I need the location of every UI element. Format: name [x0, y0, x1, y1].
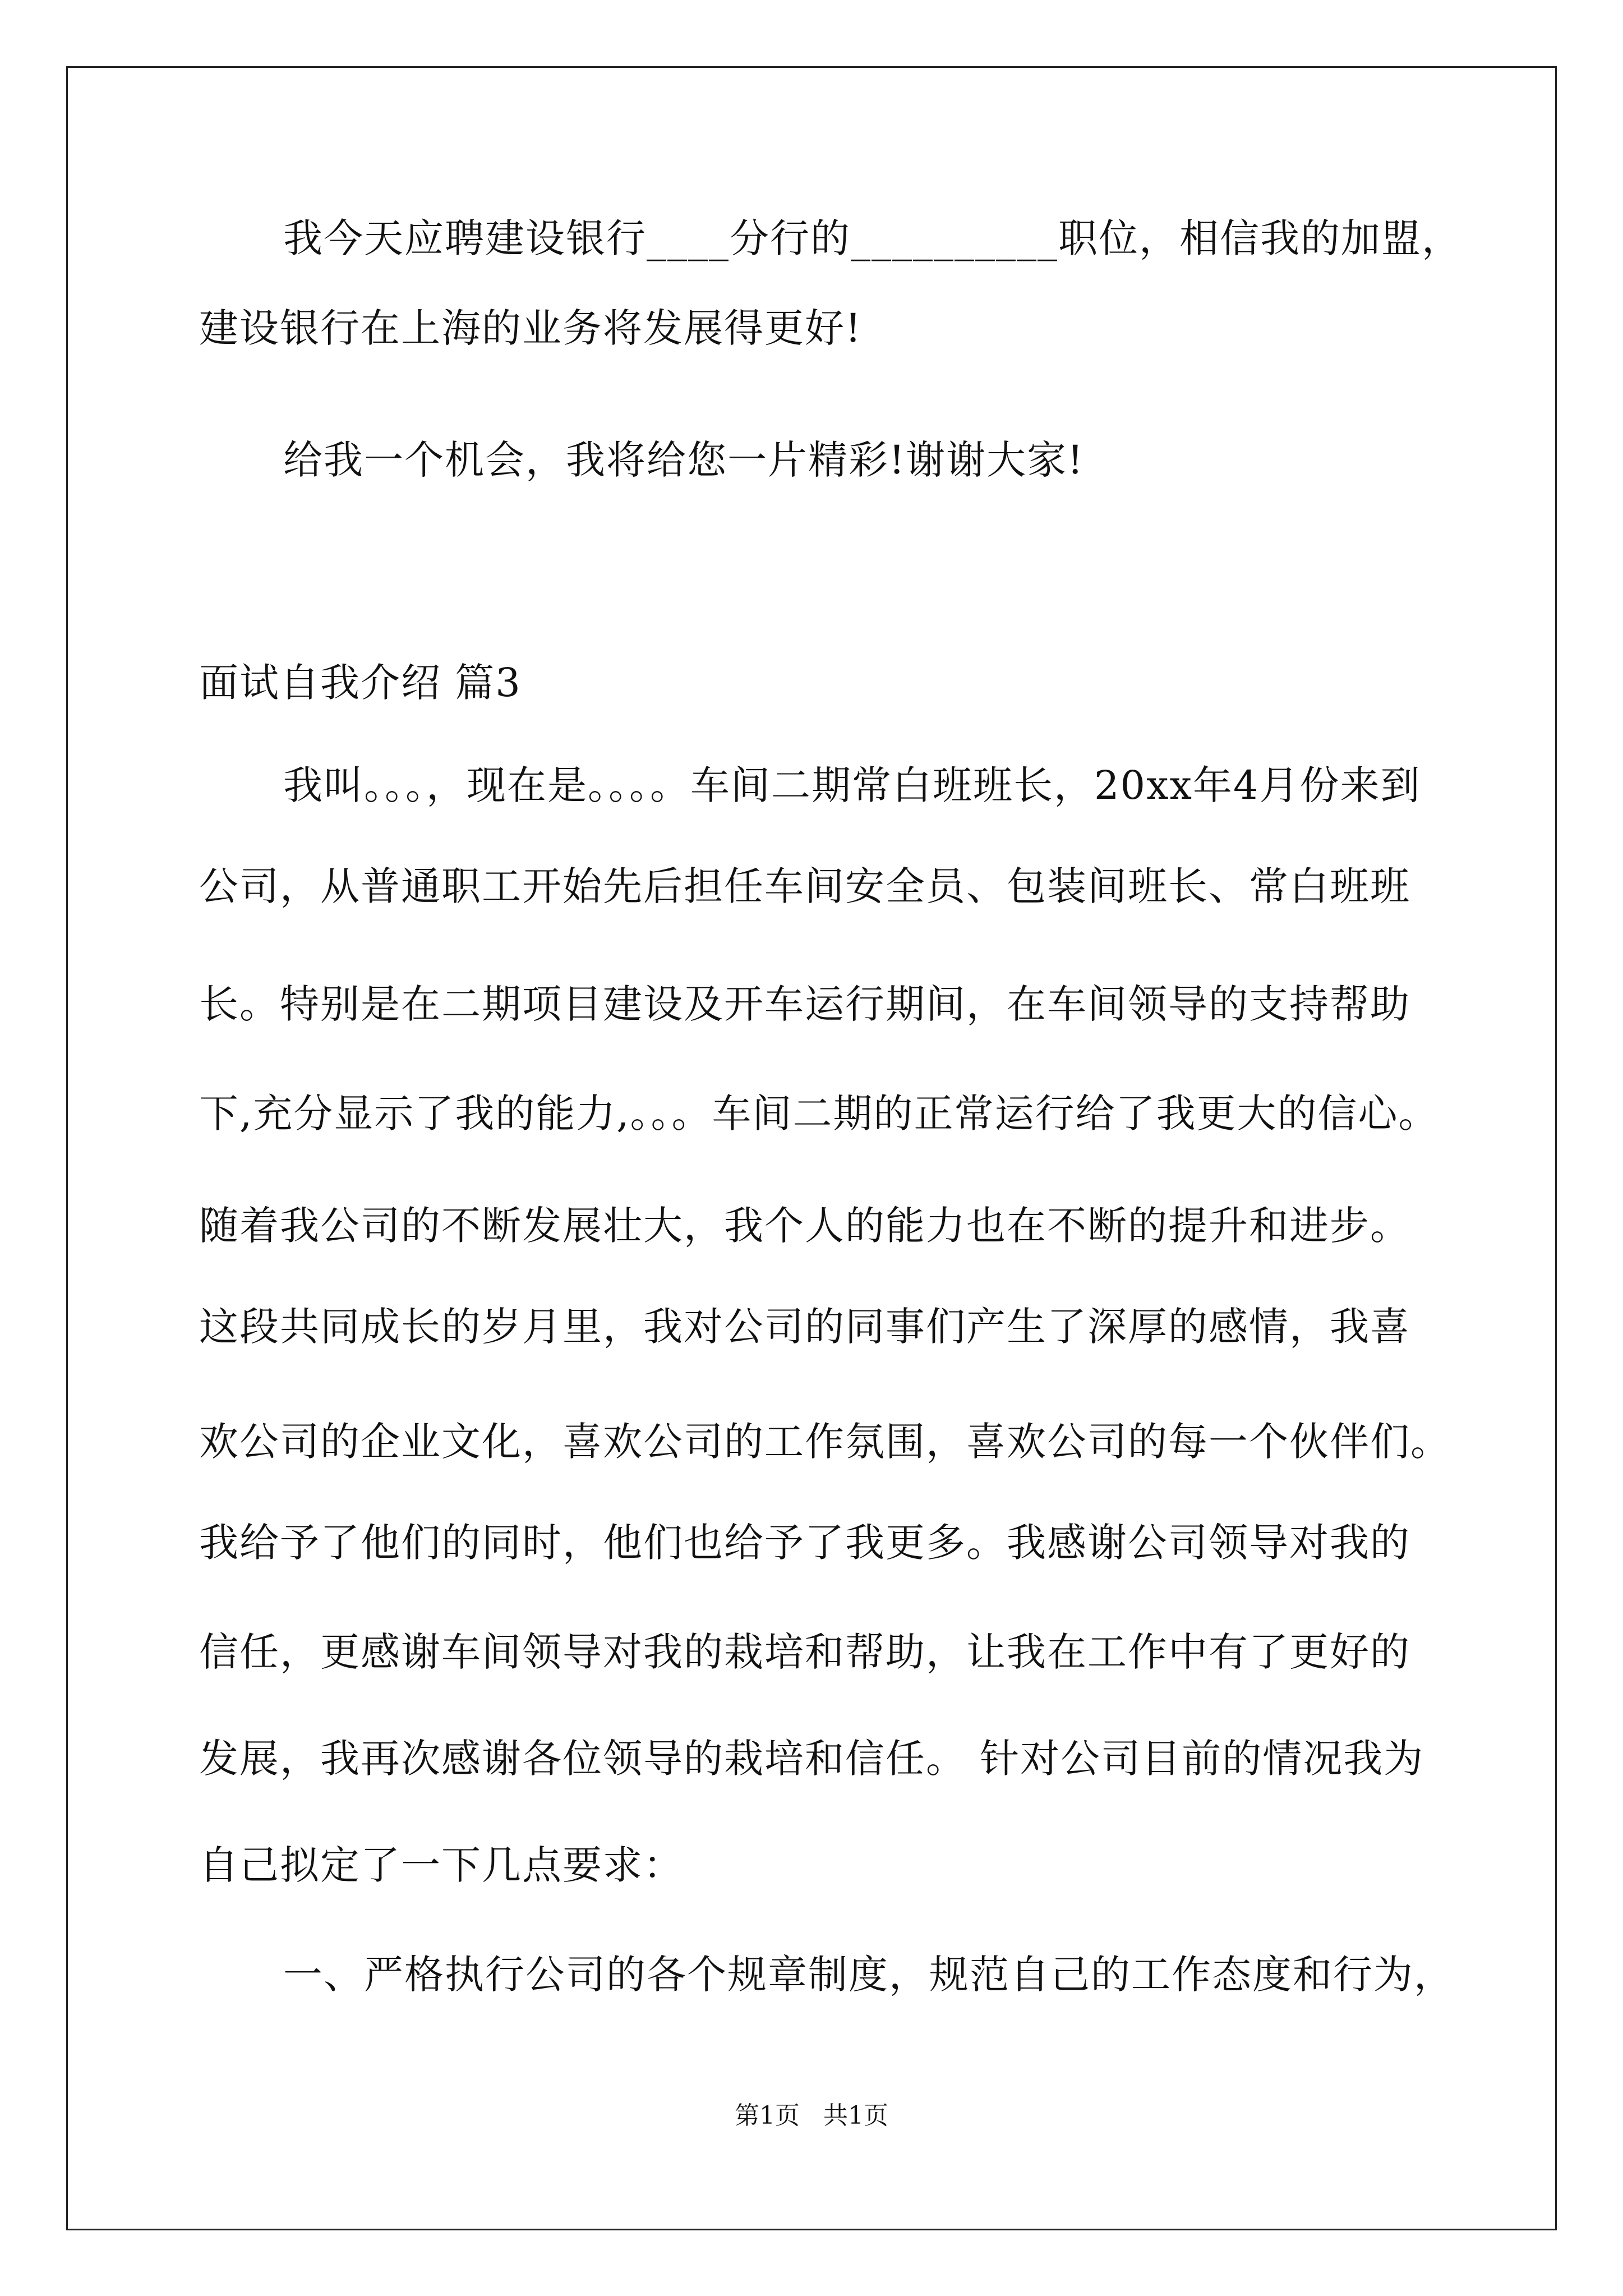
paragraph-line: 长。特别是在二期项目建设及开车运行期间，在车间领导的支持帮助 [199, 981, 1410, 1027]
page-footer: 第1页 共1页 [735, 2101, 888, 2130]
paragraph-line: 建设银行在上海的业务将发展得更好! [199, 305, 863, 351]
page-border [66, 66, 1557, 2230]
section-title: 面试自我介绍 篇3 [199, 660, 522, 706]
paragraph-line: 信任，更感谢车间领导对我的栽培和帮助，让我在工作中有了更好的 [199, 1629, 1410, 1675]
paragraph-line: 我给予了他们的同时，他们也给予了我更多。我感谢公司领导对我的 [199, 1520, 1410, 1566]
paragraph-line: 随着我公司的不断发展壮大，我个人的能力也在不断的提升和进步。 [199, 1203, 1410, 1249]
paragraph-line: 欢公司的企业文化，喜欢公司的工作氛围，喜欢公司的每一个伙伴们。 [199, 1419, 1451, 1465]
paragraph-line: 一、严格执行公司的各个规章制度，规范自己的工作态度和行为， [283, 1952, 1454, 1998]
paragraph-line: 发展，我再次感谢各位领导的栽培和信任。 针对公司目前的情况我为 [199, 1736, 1424, 1782]
paragraph-line: 给我一个机会，我将给您一片精彩!谢谢大家! [283, 437, 1085, 483]
paragraph-line: 公司，从普通职工开始先后担任车间安全员、包装间班长、常白班班 [199, 863, 1410, 909]
paragraph-line: 自己拟定了一下几点要求： [199, 1842, 684, 1888]
paragraph-line: 我今天应聘建设银行____分行的__________职位，相信我的加盟， [283, 215, 1462, 261]
paragraph-line: 我叫。。。，现在是。。。。车间二期常白班班长，20xx年4月份来到 [283, 762, 1421, 808]
paragraph-line: 下,充分显示了我的能力,。。。车间二期的正常运行给了我更大的信心。 [199, 1091, 1439, 1137]
paragraph-line: 这段共同成长的岁月里，我对公司的同事们产生了深厚的感情，我喜 [199, 1304, 1410, 1350]
